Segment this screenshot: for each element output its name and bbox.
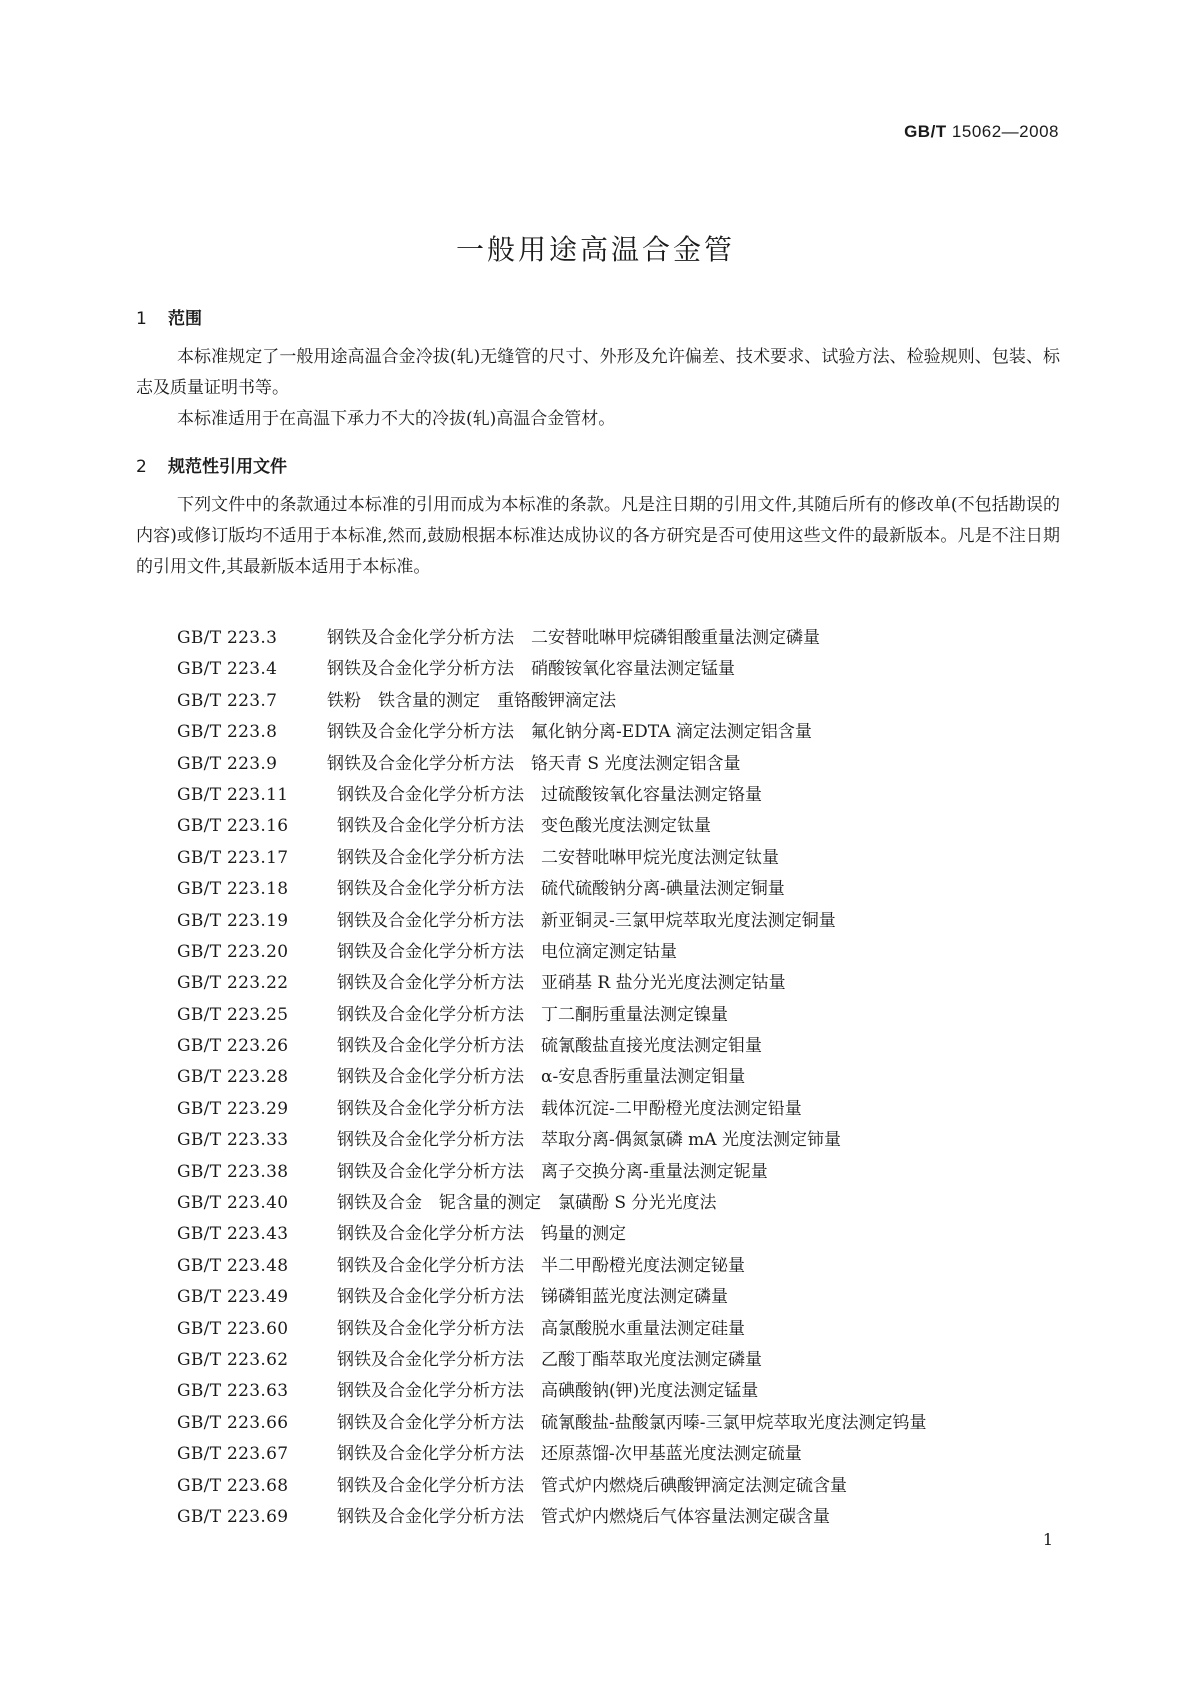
reference-code: GB/T 223.9 [177,753,278,774]
reference-code: GB/T 223.33 [177,1130,289,1151]
section-2-title: 规范性引用文件 [168,457,287,477]
reference-title: 钢铁及合金化学分析方法 还原蒸馏-次甲基蓝光度法测定硫量 [337,1444,802,1465]
reference-title: 铁粉 铁含量的测定 重铬酸钾滴定法 [327,690,616,711]
reference-code: GB/T 223.67 [177,1444,289,1465]
reference-item [177,811,1077,842]
reference-code: GB/T 223.29 [177,1098,289,1119]
reference-code: GB/T 223.69 [177,1506,289,1527]
section-1-heading [136,304,202,329]
reference-title: 钢铁及合金化学分析方法 载体沉淀-二甲酚橙光度法测定铅量 [337,1098,802,1119]
reference-item [177,1157,1077,1188]
scope-paragraph-1: 本标准规定了一般用途高温合金冷拔(轧)无缝管的尺寸、外形及允许偏差、技术要求、试验方法、检验规则、包装、标志及质量证明书等。 [136,347,1060,398]
reference-code: GB/T 223.28 [177,1067,289,1088]
reference-code: GB/T 223.16 [177,816,289,837]
reference-list [177,623,1077,1533]
reference-code: GB/T 223.3 [177,628,278,648]
reference-item [177,623,1077,654]
reference-item [177,906,1077,937]
reference-title: 钢铁及合金化学分析方法 氟化钠分离-EDTA 滴定法测定铝含量 [327,722,812,743]
reference-title: 钢铁及合金化学分析方法 硫代硫酸钠分离-碘量法测定铜量 [337,879,785,900]
reference-code: GB/T 223.26 [177,1036,289,1057]
reference-title: 钢铁及合金化学分析方法 亚硝基 R 盐分光光度法测定钴量 [337,973,786,994]
reference-item [177,686,1077,717]
reference-item [177,968,1077,999]
reference-code: GB/T 223.38 [177,1161,289,1182]
reference-title: 钢铁及合金化学分析方法 钨量的测定 [337,1224,626,1245]
reference-item [177,1188,1077,1219]
reference-title: 钢铁及合金化学分析方法 过硫酸铵氧化容量法测定铬量 [337,784,762,805]
reference-title: 钢铁及合金化学分析方法 管式炉内燃烧后碘酸钾滴定法测定硫含量 [337,1475,847,1496]
reference-code: GB/T 223.68 [177,1475,289,1496]
reference-item [177,843,1077,874]
reference-title: 钢铁及合金化学分析方法 乙酸丁酯萃取光度法测定磷量 [337,1349,762,1370]
reference-item [177,1314,1077,1345]
reference-item [177,780,1077,811]
reference-code: GB/T 223.8 [177,722,278,743]
reference-title: 钢铁及合金化学分析方法 锑磷钼蓝光度法测定磷量 [337,1287,728,1308]
reference-code: GB/T 223.20 [177,941,289,962]
reference-item [177,1282,1077,1313]
reference-title: 钢铁及合金化学分析方法 丁二酮肟重量法测定镍量 [337,1004,728,1025]
standard-number: 15062—2008 [951,122,1059,141]
reference-item [177,1502,1077,1533]
reference-item [177,1408,1077,1439]
reference-title: 钢铁及合金化学分析方法 高碘酸钠(钾)光度法测定锰量 [337,1381,759,1402]
reference-code: GB/T 223.18 [177,879,289,900]
reference-title: 钢铁及合金化学分析方法 α-安息香肟重量法测定钼量 [337,1067,746,1088]
reference-title: 钢铁及合金化学分析方法 二安替吡啉甲烷磷钼酸重量法测定磷量 [327,628,820,648]
reference-item [177,937,1077,968]
reference-title: 钢铁及合金化学分析方法 变色酸光度法测定钛量 [337,816,711,837]
reference-code: GB/T 223.22 [177,973,289,994]
reference-title: 钢铁及合金化学分析方法 管式炉内燃烧后气体容量法测定碳含量 [337,1506,830,1527]
reference-item [177,654,1077,685]
reference-code: GB/T 223.62 [177,1349,289,1370]
reference-item [177,1251,1077,1282]
reference-item [177,749,1077,780]
reference-code: GB/T 223.25 [177,1004,289,1025]
reference-item [177,1439,1077,1470]
reference-code: GB/T 223.66 [177,1412,289,1433]
scope-paragraph-2: 本标准适用于在高温下承力不大的冷拔(轧)高温合金管材。 [177,409,616,429]
section-1-number: 1 [136,309,147,329]
section-2-heading [136,452,287,477]
reference-item [177,1345,1077,1376]
reference-item [177,717,1077,748]
standard-prefix: GB/T [904,122,947,141]
reference-code: GB/T 223.48 [177,1255,289,1276]
reference-item [177,1219,1077,1250]
reference-title: 钢铁及合金化学分析方法 萃取分离-偶氮氯磷 mA 光度法测定铈量 [337,1130,841,1151]
reference-item [177,1000,1077,1031]
reference-item [177,1471,1077,1502]
reference-item [177,874,1077,905]
reference-title: 钢铁及合金化学分析方法 硫氰酸盐-盐酸氯丙嗪-三氯甲烷萃取光度法测定钨量 [337,1412,927,1433]
reference-item [177,1376,1077,1407]
reference-code: GB/T 223.17 [177,847,289,868]
section-1-title: 范围 [168,309,202,329]
reference-title: 钢铁及合金化学分析方法 高氯酸脱水重量法测定硅量 [337,1318,745,1339]
reference-title: 钢铁及合金化学分析方法 半二甲酚橙光度法测定铋量 [337,1255,745,1276]
reference-code: GB/T 223.63 [177,1381,289,1402]
reference-title: 钢铁及合金化学分析方法 离子交换分离-重量法测定铌量 [337,1161,768,1182]
reference-title: 钢铁及合金化学分析方法 新亚铜灵-三氯甲烷萃取光度法测定铜量 [337,910,836,931]
reference-item [177,1062,1077,1093]
reference-code: GB/T 223.43 [177,1224,289,1245]
reference-item [177,1094,1077,1125]
reference-code: GB/T 223.11 [177,784,289,805]
section-2-number: 2 [136,457,147,477]
reference-title: 钢铁及合金化学分析方法 硫氰酸盐直接光度法测定钼量 [337,1036,762,1057]
reference-code: GB/T 223.7 [177,690,278,711]
reference-code: GB/T 223.49 [177,1287,289,1308]
reference-title: 钢铁及合金 铌含量的测定 氯磺酚 S 分光光度法 [337,1193,717,1214]
reference-code: GB/T 223.19 [177,910,289,931]
reference-item [177,1125,1077,1156]
reference-code: GB/T 223.40 [177,1193,289,1214]
reference-item [177,1031,1077,1062]
standard-code [904,122,1059,142]
reference-title: 钢铁及合金化学分析方法 硝酸铵氧化容量法测定锰量 [327,659,735,680]
reference-code: GB/T 223.4 [177,659,278,680]
reference-title: 钢铁及合金化学分析方法 铬天青 S 光度法测定铝含量 [327,753,741,774]
reference-title: 钢铁及合金化学分析方法 二安替吡啉甲烷光度法测定钛量 [337,847,779,868]
reference-code: GB/T 223.60 [177,1318,289,1339]
page-number: 1 [1042,1530,1053,1549]
reference-title: 钢铁及合金化学分析方法 电位滴定测定钴量 [337,941,677,962]
references-intro-paragraph: 下列文件中的条款通过本标准的引用而成为本标准的条款。凡是注日期的引用文件,其随后所有的修改单(不包括勘误的内容)或修订版均不适用于本标准,然而,鼓励根据本标准达成协议的各方研究是否可使用这些文件的最新版本。凡是不注日期的引用文件,其最新版本适用于本标准。 [136,495,1060,577]
document-title: 一般用途高温合金管 [455,233,735,266]
